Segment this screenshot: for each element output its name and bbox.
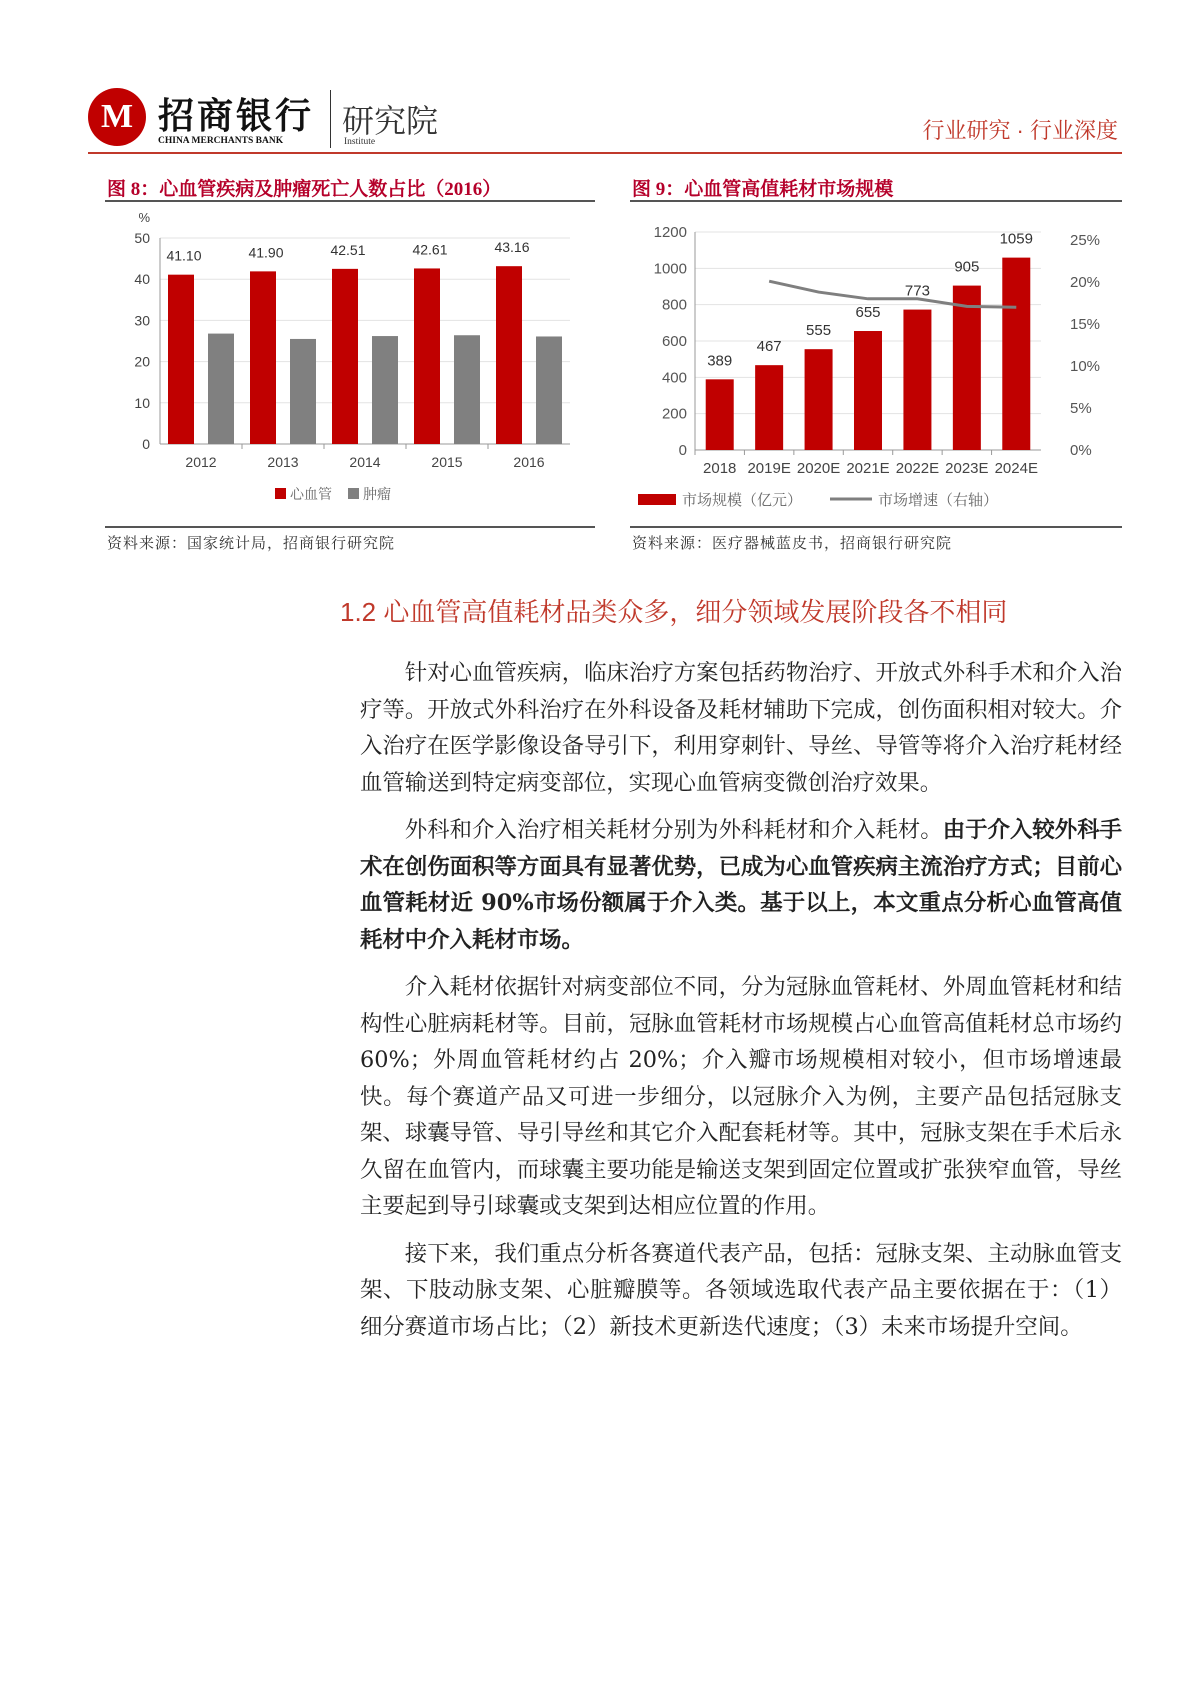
bar-tumor bbox=[372, 336, 398, 444]
bar-tumor bbox=[290, 339, 316, 444]
y2-tick-label: 0% bbox=[1070, 442, 1092, 459]
bar-tumor bbox=[208, 334, 234, 444]
legend-label-cardiovascular: 心血管 bbox=[290, 486, 332, 502]
bar-cardiovascular bbox=[332, 269, 358, 444]
y-unit-label: % bbox=[138, 210, 150, 225]
legend-swatch-cardiovascular bbox=[275, 488, 286, 499]
legend-swatch-market-size bbox=[638, 494, 676, 505]
figure-9-chart bbox=[630, 210, 1122, 520]
body-text bbox=[360, 655, 1122, 1356]
report-tag: 行业研究 · 行业深度 bbox=[922, 118, 1118, 143]
cmb-logo bbox=[88, 88, 146, 146]
x-tick-label: 2013 bbox=[267, 454, 299, 470]
paragraph-4 bbox=[360, 1236, 1122, 1346]
paragraph-text: 外科和介入治疗相关耗材分别为外科耗材和介入耗材。 bbox=[404, 817, 943, 843]
data-label: 467 bbox=[756, 338, 782, 356]
figure-9-bottom-rule bbox=[630, 526, 1122, 528]
data-label: 41.90 bbox=[248, 244, 284, 261]
figure-9-top-rule bbox=[630, 200, 1122, 202]
y-tick-label: 800 bbox=[661, 296, 687, 314]
y2-tick-label: 20% bbox=[1070, 274, 1101, 291]
y-tick-label: 50 bbox=[134, 230, 150, 246]
y-tick-label: 200 bbox=[661, 405, 687, 423]
paragraph-text: 接下来，我们重点分析各赛道代表产品，包括：冠脉支架、主动脉血管支架、下肢动脉支架、心脏瓣膜等。各领域选取代表产品主要依据在于：（1）细分赛道市场占比；（2）新技术更新迭代速度；（3）未来市场提升空间。 bbox=[360, 1240, 1122, 1340]
x-tick-label: 2019E bbox=[747, 460, 791, 477]
header-rule bbox=[88, 152, 1122, 154]
bar-market-size bbox=[1002, 258, 1030, 450]
paragraph-text: 针对心血管疾病，临床治疗方案包括药物治疗、开放式外科手术和介入治疗等。开放式外科治疗在外科设备及耗材辅助下完成，创伤面积相对较大。介入治疗在医学影像设备导引下，利用穿刺针、导丝、导管等将介入治疗耗材经血管输送到特定病变部位，实现心血管病变微创治疗效果。 bbox=[360, 660, 1122, 796]
figure-9-title: 图 9：心血管高值耗材市场规模 bbox=[632, 179, 894, 200]
paragraph-bold-text: 由于介入较外科手术在创伤面积等方面具有显著优势，已成为心血管疾病主流治疗方式；目前心血管耗材近 90%市场份额属于介入类。基于以上，本文重点分析心血管高值耗材中介入耗材市场。 bbox=[360, 817, 1123, 953]
x-tick-label: 2018 bbox=[703, 460, 737, 477]
data-label: 1059 bbox=[999, 230, 1033, 248]
y2-tick-label: 5% bbox=[1070, 400, 1092, 417]
y-tick-label: 600 bbox=[661, 333, 687, 350]
legend-swatch-tumor bbox=[348, 488, 359, 499]
data-label: 905 bbox=[954, 258, 980, 276]
figure-8-bottom-rule bbox=[105, 526, 595, 528]
paragraph-1 bbox=[360, 655, 1122, 801]
y2-tick-label: 10% bbox=[1070, 358, 1101, 375]
x-tick-label: 2015 bbox=[431, 454, 463, 470]
brand-name-cn: 招商银行 bbox=[158, 96, 315, 136]
y-tick-label: 400 bbox=[661, 369, 687, 387]
bar-market-size bbox=[953, 286, 981, 450]
bar-market-size bbox=[805, 349, 833, 450]
institute-name-en: Institute bbox=[344, 137, 376, 147]
bar-market-size bbox=[755, 365, 783, 450]
bar-market-size bbox=[706, 379, 734, 450]
y2-tick-label: 25% bbox=[1070, 232, 1101, 249]
data-label: 389 bbox=[707, 352, 733, 370]
bar-tumor bbox=[536, 336, 562, 444]
paragraph-text: 介入耗材依据针对病变部位不同，分为冠脉血管耗材、外周血管耗材和结构性心脏病耗材等。目前，冠脉血管耗材市场规模占心血管高值耗材总市场约 60%；外周血管耗材约占 20%；介入瓣市场规模相对较小，但市场增速最快。每个赛道产品又可进一步细分，以冠脉介入为例，主要产品包括冠脉支架、球囊导管、导引导丝和其它介入配套耗材等。其中，冠脉支架在手术后永久留在血管内，而球囊主要功能是输送支架到固定位置或扩张狭窄血管，导丝主要起到导引球囊或支架到达相应位置的作用。 bbox=[360, 974, 1122, 1219]
paragraph-3 bbox=[360, 969, 1122, 1225]
y2-tick-label: 15% bbox=[1070, 316, 1101, 333]
y-tick-label: 0 bbox=[678, 442, 687, 459]
brand-name-en: CHINA MERCHANTS BANK bbox=[158, 136, 284, 146]
paragraph-2 bbox=[360, 812, 1122, 958]
figure-8-top-rule bbox=[105, 200, 595, 202]
legend-label-market-size: 市场规模（亿元） bbox=[682, 492, 803, 509]
x-tick-label: 2014 bbox=[349, 454, 381, 470]
bar-cardiovascular bbox=[414, 268, 440, 444]
y-tick-label: 1000 bbox=[653, 260, 687, 278]
bar-cardiovascular bbox=[496, 266, 522, 444]
y-tick-label: 1200 bbox=[653, 224, 687, 241]
legend-label-tumor: 肿瘤 bbox=[363, 486, 391, 502]
x-tick-label: 2016 bbox=[513, 454, 545, 470]
figure-8-chart bbox=[105, 210, 595, 520]
x-tick-label: 2022E bbox=[895, 460, 940, 477]
bar-market-size bbox=[854, 331, 882, 450]
bar-cardiovascular bbox=[250, 271, 276, 444]
x-tick-label: 2021E bbox=[846, 460, 890, 477]
x-tick-label: 2023E bbox=[945, 460, 989, 477]
x-tick-label: 2024E bbox=[994, 460, 1038, 477]
figure-8-source: 资料来源：国家统计局，招商银行研究院 bbox=[107, 536, 396, 552]
figure-9-source: 资料来源：医疗器械蓝皮书，招商银行研究院 bbox=[632, 536, 953, 552]
y-tick-label: 0 bbox=[142, 436, 150, 452]
section-heading: 1.2 心血管高值耗材品类众多，细分领域发展阶段各不相同 bbox=[340, 597, 1008, 627]
y-tick-label: 10 bbox=[134, 394, 150, 411]
data-label: 42.51 bbox=[330, 241, 366, 258]
figure-8-title: 图 8：心血管疾病及肿瘤死亡人数占比（2016） bbox=[107, 179, 502, 200]
data-label: 555 bbox=[806, 322, 832, 340]
data-label: 773 bbox=[904, 282, 930, 300]
data-label: 43.16 bbox=[494, 239, 530, 256]
bar-market-size bbox=[903, 310, 931, 450]
bar-cardiovascular bbox=[168, 275, 194, 444]
legend-label-growth-rate: 市场增速（右轴） bbox=[878, 492, 999, 509]
y-tick-label: 40 bbox=[134, 271, 150, 288]
header-separator bbox=[330, 90, 331, 148]
x-tick-label: 2012 bbox=[185, 454, 217, 470]
logo-mark: M bbox=[100, 98, 134, 135]
y-tick-label: 20 bbox=[134, 353, 150, 370]
data-label: 42.61 bbox=[412, 241, 448, 258]
y-tick-label: 30 bbox=[134, 312, 150, 329]
institute-name-cn: 研究院 bbox=[342, 103, 439, 139]
data-label: 655 bbox=[855, 304, 881, 322]
bar-tumor bbox=[454, 335, 480, 444]
x-tick-label: 2020E bbox=[796, 460, 841, 477]
data-label: 41.10 bbox=[166, 247, 202, 264]
